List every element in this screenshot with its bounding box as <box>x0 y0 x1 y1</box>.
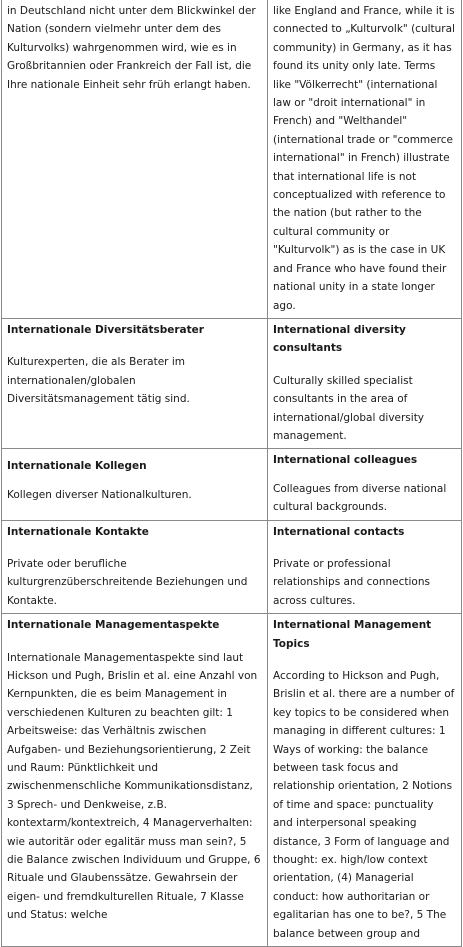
german-term: Internationale Managementaspekte <box>7 619 220 632</box>
english-definition: Culturally skilled specialist consultants in the area of international/global diversity management. <box>273 374 425 442</box>
english-cell <box>268 449 462 520</box>
english-cell <box>268 520 462 614</box>
german-cell <box>2 0 268 318</box>
glossary-table <box>1 0 462 947</box>
german-term: Internationale Kontakte <box>7 525 149 538</box>
english-cell <box>268 318 462 448</box>
german-definition: in Deutschland nicht unter dem Blickwinkel der Nation (sondern vielmehr unter dem des Kulturvolks) wahrgenommen wird, wie es in Großbritannien oder Frankreich der Fall ist, die Ihre nationale Einheit sehr früh erlangt haben. <box>7 5 256 91</box>
table-row <box>2 318 462 448</box>
german-definition: Kulturexperten, die als Berater im internationalen/globalen Diversitätsmanagement tätig sind. <box>7 356 190 406</box>
german-definition: Kollegen diverser Nationalkulturen. <box>7 488 192 501</box>
english-definition: Private or professional relationships and connections across cultures. <box>273 557 430 607</box>
english-cell <box>268 614 462 947</box>
german-definition: Private oder berufliche kulturgrenzüberschreitende Beziehungen und Kontakte. <box>7 557 248 607</box>
english-term: International colleagues <box>273 454 418 467</box>
english-term: International diversity consultants <box>273 323 406 355</box>
german-definition: Internationale Managementaspekte sind laut Hickson und Pugh, Brislin et al. eine Anzahl von Kernpunkten, die es beim Management in verschiedenen Kulturen zu beachten gilt: 1 Arbeitsweise: das Verhältnis zwischen Aufgaben- und Beziehungsorientierung, 2 Zeit und Raum: Pünktlichkeit und zwischenmenschliche Kommunikationsdistanz, 3 Sprech- und Denkweise, z.B. kontextarm/kontextreich, 4 Managerverhalten: wie autoritär oder egalitär muss man sein?, 5 die Balance zwischen Individuum und Gruppe, 6 Rituale und Glaubenssätze. Gewahrsein der eigen- und fremdkulturellen Rituale, 7 Klasse und Status: welche <box>7 651 261 922</box>
english-definition: like England and France, while it is connected to „Kulturvolk" (cultural community) in Germany, as it has found its unity only late. Terms like "Völkerrecht" (international law or "droit international" in French) and "Welthandel"(international trade or "commerce international" in French) illustrate that international life is not conceptualized with reference to the nation (but rather to the cultural community or "Kulturvolk") as is the case in UK and France who have found their national unity in a state longer ago. <box>273 5 455 312</box>
german-term: Internationale Kollegen <box>7 460 147 473</box>
english-cell <box>268 0 462 318</box>
german-cell <box>2 318 268 448</box>
german-term: Internationale Diversitätsberater <box>7 323 204 336</box>
table-row <box>2 520 462 614</box>
german-cell <box>2 520 268 614</box>
english-term: International contacts <box>273 525 405 538</box>
german-cell <box>2 614 268 947</box>
english-definition: According to Hickson and Pugh, Brislin et al. there are a number of key topics to be considered when managing in different cultures: 1 Ways of working: the balance between task focus and relationship orientation, 2 Notions of time and space: punctuality and interpersonal speaking distance, 3 Form of language and thought: ex. high/low context orientation, (4) Managerial conduct: how authoritarian or egalitarian has one to be?, 5 The balance between group and <box>273 670 455 940</box>
english-term: International Management Topics <box>273 619 432 650</box>
german-cell <box>2 449 268 520</box>
english-definition: Colleagues from diverse national cultural backgrounds. <box>273 482 447 514</box>
table-row <box>2 0 462 318</box>
table-row <box>2 614 462 947</box>
table-row <box>2 449 462 520</box>
